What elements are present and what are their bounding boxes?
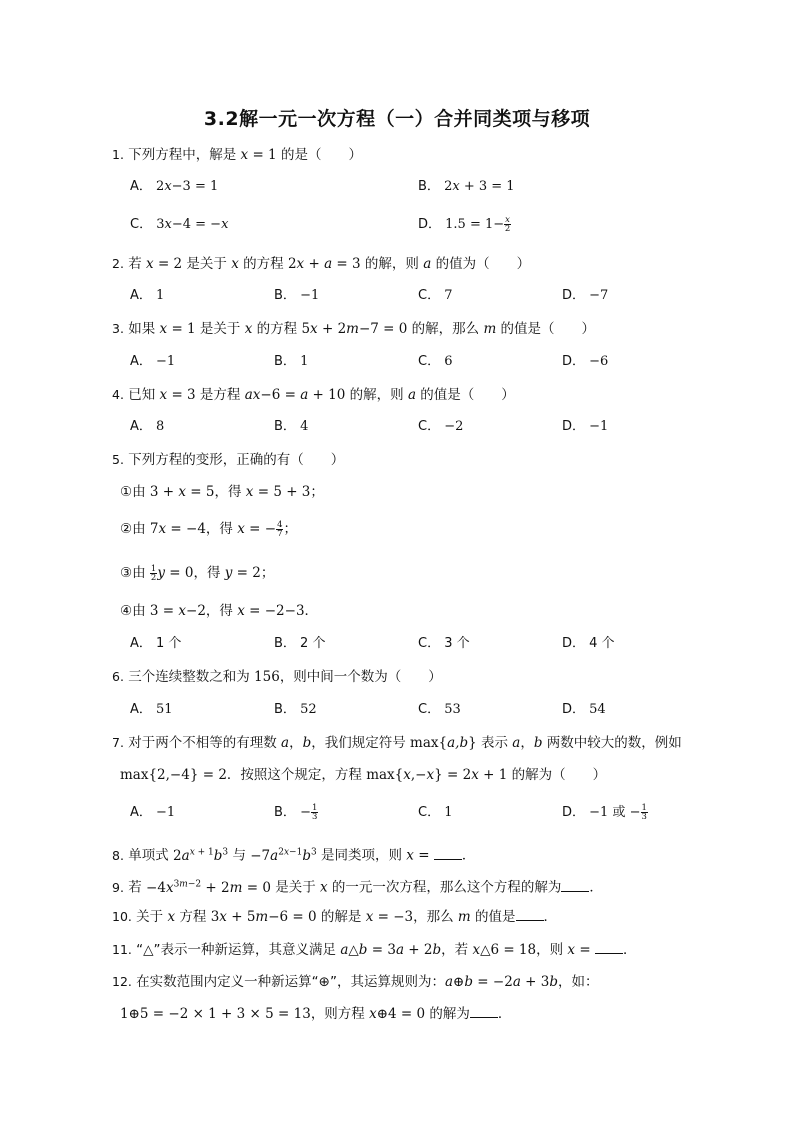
q1-option-c[interactable]: C． 3x−4 = −x xyxy=(130,217,229,232)
question-7-line-2: max{2,−4} = 2．按照这个规定，方程 max{x,−x} = 2x + 1 的解为（ ） xyxy=(120,767,607,783)
q7-option-d[interactable]: D． −1 或 − $\frac{1}{3}$ xyxy=(562,803,647,822)
q5-item-4: ④由 3 = x−2，得 x = −2−3． xyxy=(120,603,319,619)
question-6: 6. 三个连续整数之和为 156，则中间一个数为（ ） xyxy=(112,669,442,685)
q2-option-c[interactable]: C． 7 xyxy=(418,288,453,303)
q4-option-b[interactable]: B． 4 xyxy=(274,419,309,434)
q6-option-c[interactable]: C． 53 xyxy=(418,702,461,717)
q3-option-c[interactable]: C． 6 xyxy=(418,354,453,369)
q5-option-b[interactable]: B． 2 个 xyxy=(274,636,326,651)
q5-item-1: ①由 3 + x = 5，得 x = 5 + 3； xyxy=(120,484,324,500)
q6-option-b[interactable]: B． 52 xyxy=(274,702,317,717)
q1-option-d[interactable]: D． 1.5 = 1− $\frac{x}{2}$ xyxy=(418,215,511,234)
question-9: 9. 若 $-4x^{3m-2} + 2m = 0$ 是关于 x 的一元一次方程，那么这个方程的解为 ． xyxy=(112,879,603,896)
question-12: 12. 在实数范围内定义一种新运算“⊕”，其运算规则为：a⊕b = −2a + 3b，如： xyxy=(112,974,599,990)
q1-option-a[interactable]: A． 2x−3 = 1 xyxy=(130,179,219,194)
question-2: 2. 若 x = 2 是关于 x 的方程 2x + a = 3 的解，则 a 的值为（ ） xyxy=(112,256,531,272)
q4-option-d[interactable]: D． −1 xyxy=(562,419,609,434)
question-5: 5. 下列方程的变形，正确的有（ ） xyxy=(112,452,345,468)
question-10: 10. 关于 x 方程 3x + 5m−6 = 0 的解是 x = −3，那么 m 的值是 ． xyxy=(112,909,558,925)
question-4: 4. 已知 x = 3 是方程 ax−6 = a + 10 的解，则 a 的值是（ ） xyxy=(112,387,515,403)
q5-option-d[interactable]: D． 4 个 xyxy=(562,636,615,651)
q6-option-d[interactable]: D． 54 xyxy=(562,702,606,717)
q7-option-a[interactable]: A． −1 xyxy=(130,805,176,820)
page-title: 3.2解一元一次方程（一）合并同类项与移项 xyxy=(203,108,591,130)
q7-option-c[interactable]: C． 1 xyxy=(418,805,453,820)
q5-item-3: ③由 $\frac{1}{2}$ y = 0，得 y = 2； xyxy=(120,563,275,583)
q3-option-d[interactable]: D． −6 xyxy=(562,354,609,369)
q2-option-d[interactable]: D． −7 xyxy=(562,288,609,303)
question-1: 1. 下列方程中，解是 x = 1 的是（ ） xyxy=(112,147,362,163)
q3-option-a[interactable]: A． −1 xyxy=(130,354,176,369)
q5-item-2: ②由 7x = −4，得 x = − $\frac{4}{7}$ ； xyxy=(120,519,297,539)
q2-option-b[interactable]: B． −1 xyxy=(274,288,320,303)
question-12-line-2: 1⊕5 = −2 × 1 + 3 × 5 = 13，则方程 x⊕4 = 0 的解为 ． xyxy=(120,1006,512,1022)
q7-option-b[interactable]: B． − $\frac{1}{3}$ xyxy=(274,803,318,822)
q4-option-c[interactable]: C． −2 xyxy=(418,419,464,434)
q5-option-c[interactable]: C． 3 个 xyxy=(418,636,470,651)
q5-option-a[interactable]: A． 1 个 xyxy=(130,636,182,651)
q1-option-b[interactable]: B． 2x + 3 = 1 xyxy=(418,179,515,194)
question-8: 8. 单项式 $2a^{x + 1}b^3$ 与 $-7a^{2x-1}b^3$ 是同类项，则 x = ． xyxy=(112,847,476,864)
q2-option-a[interactable]: A． 1 xyxy=(130,288,165,303)
q4-option-a[interactable]: A． 8 xyxy=(130,419,165,434)
q6-option-a[interactable]: A． 51 xyxy=(130,702,173,717)
question-7: 7. 对于两个不相等的有理数 a，b，我们规定符号 max{a,b} 表示 a，b 两数中较大的数，例如 xyxy=(112,735,682,751)
question-3: 3. 如果 x = 1 是关于 x 的方程 5x + 2m−7 = 0 的解，那么 m 的值是（ ） xyxy=(112,321,596,337)
q3-option-b[interactable]: B． 1 xyxy=(274,354,309,369)
question-11: 11. “△”表示一种新运算，其意义满足 a△b = 3a + 2b，若 x△6 = 18，则 x = ． xyxy=(112,942,637,958)
